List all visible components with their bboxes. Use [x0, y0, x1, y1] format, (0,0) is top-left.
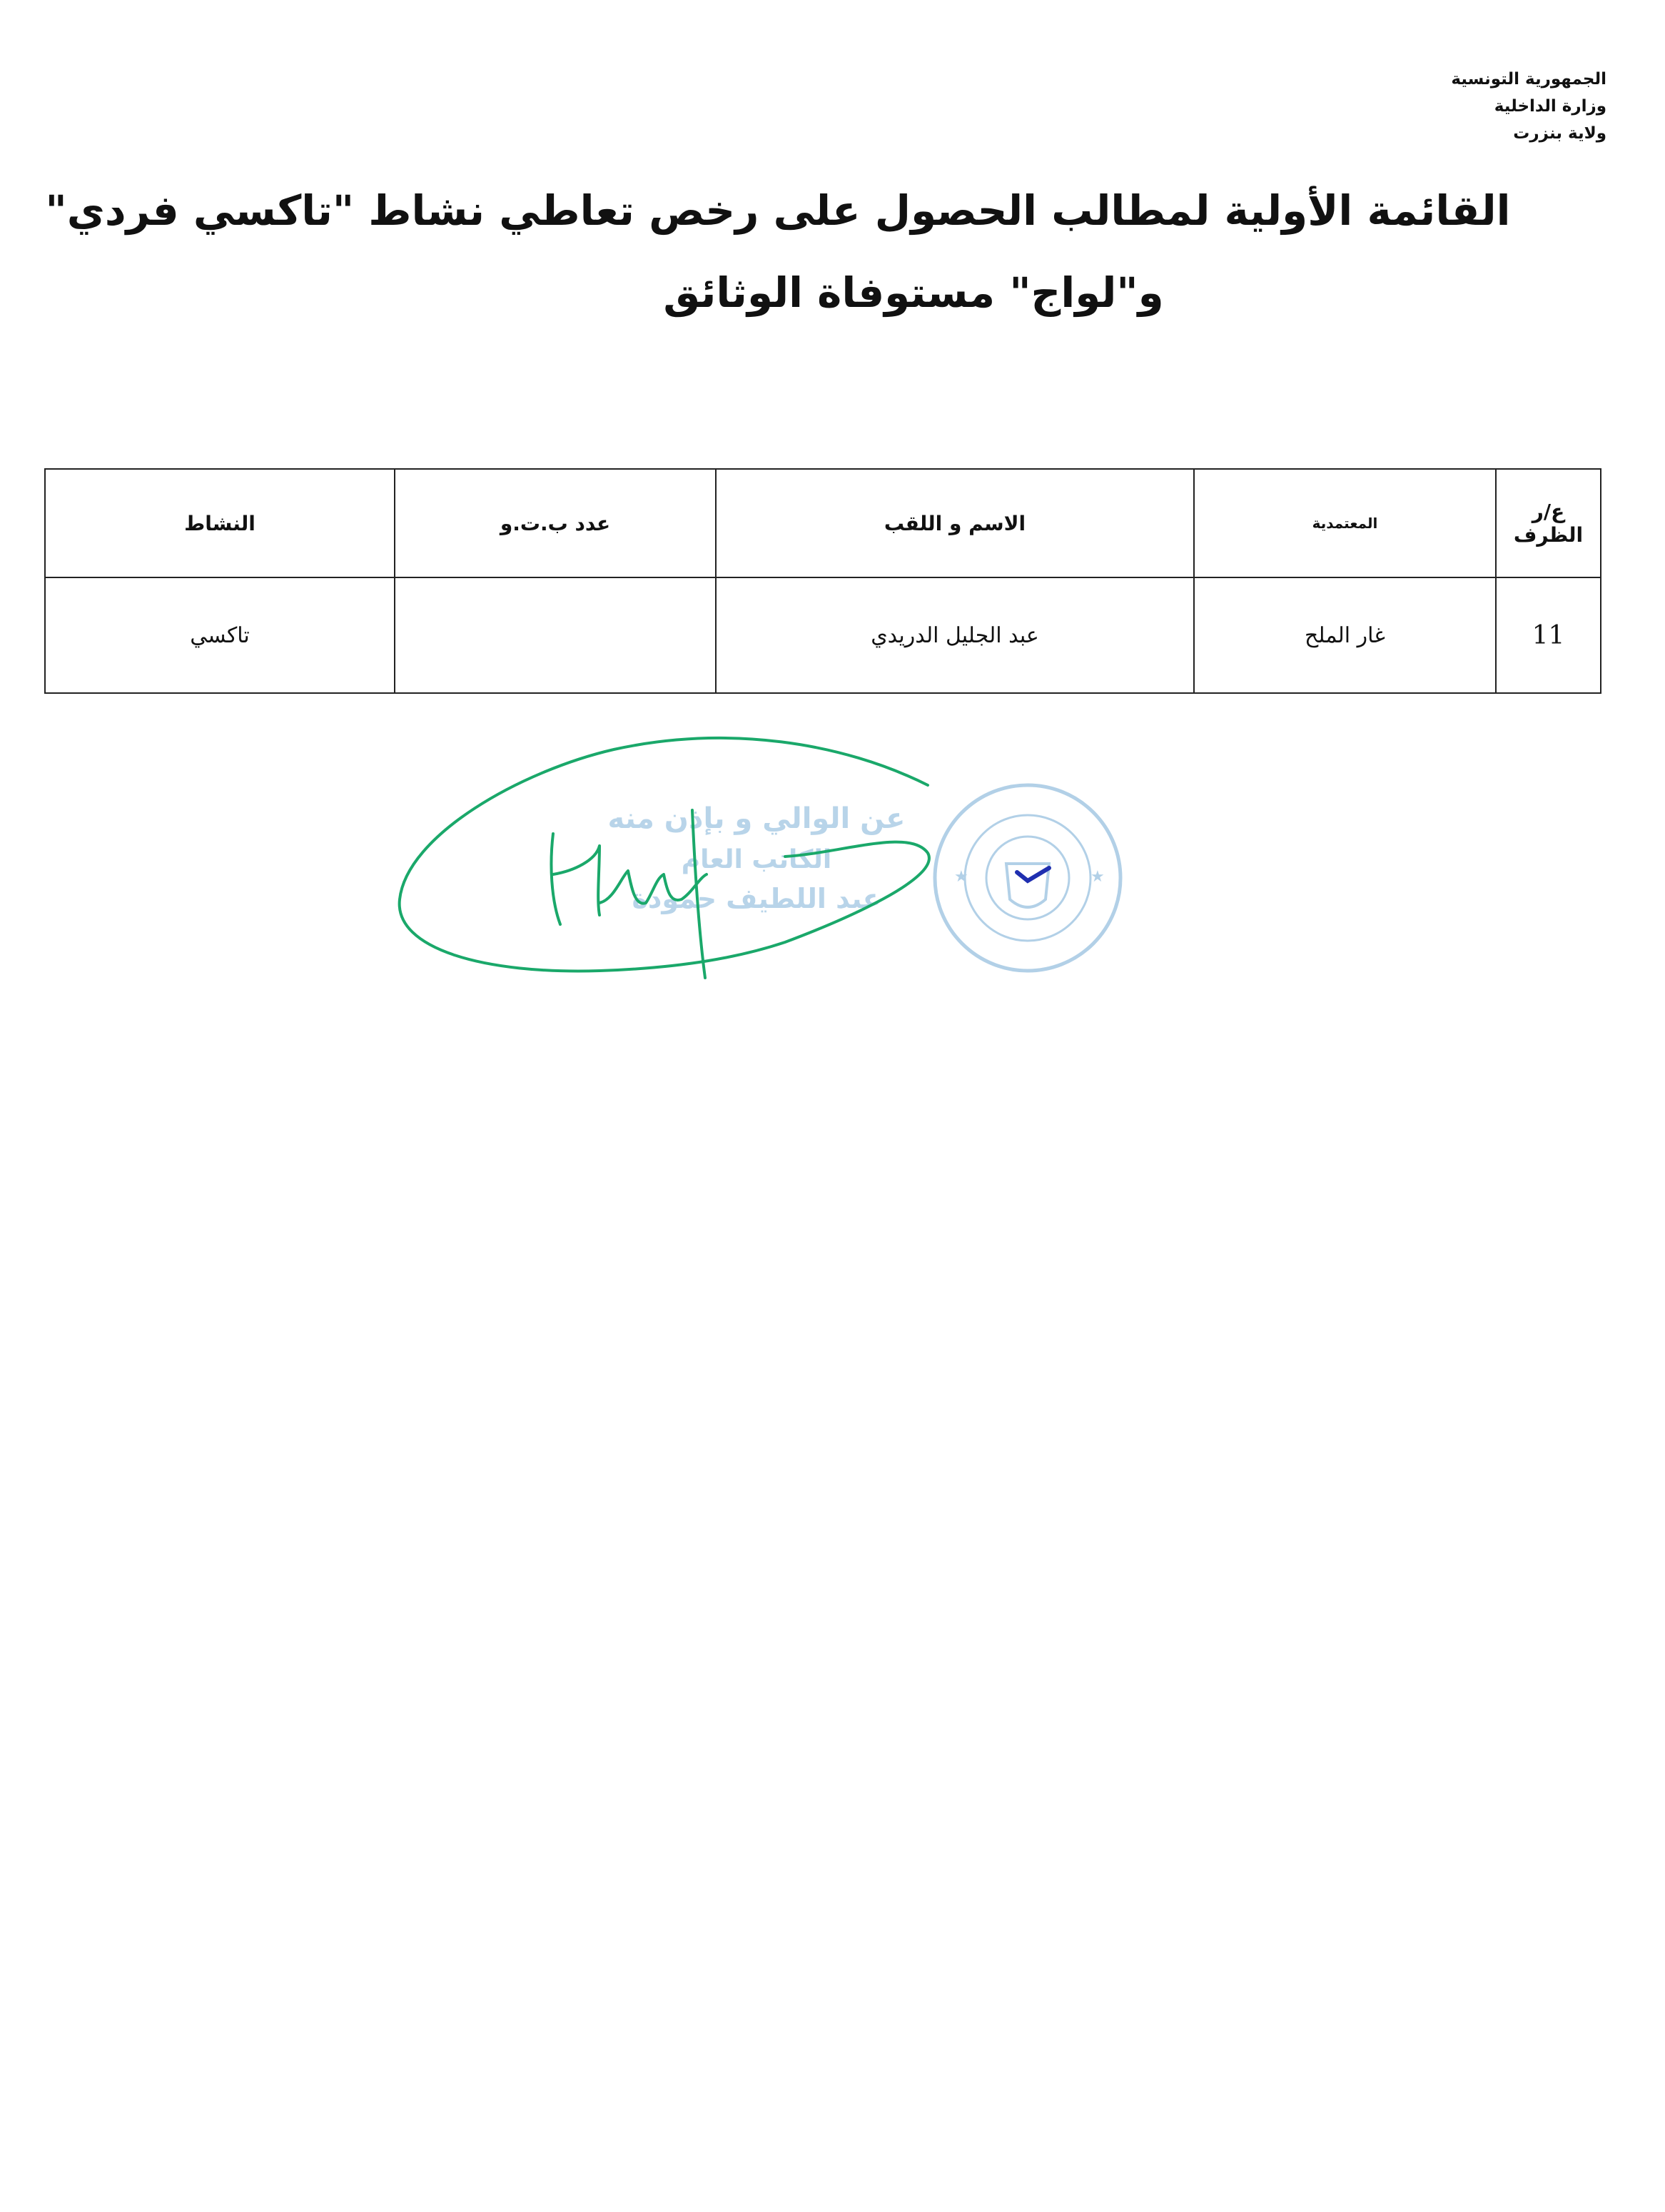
cell-name: عبد الجليل الدريدي [716, 577, 1194, 693]
seal-check-mark [1017, 868, 1049, 881]
svg-text:★: ★ [1090, 868, 1105, 886]
letterhead [1350, 66, 1606, 147]
applicants-table [44, 468, 1601, 694]
signature-stamp-graphic [385, 728, 1142, 999]
header-delegation: المعتمدية [1194, 469, 1496, 577]
signature-stamp-area [385, 728, 1142, 999]
document-title [43, 170, 1513, 334]
header-activity: النشاط [45, 469, 395, 577]
ministry-label: وزارة الداخلية [1494, 97, 1606, 116]
cell-id-number [395, 577, 716, 693]
signatory-text: عبد اللطيف حمودة [632, 883, 881, 914]
governorate-label: ولاية بنزرت [1513, 124, 1606, 143]
authority-text: عن الوالي و بإذن منه [607, 802, 906, 835]
title-line-1: القائمة الأولية لمطالب الحصول على رخص تعاطي نشاط "تاكسي فردي" [45, 186, 1511, 235]
cell-delegation: غار الملح [1194, 577, 1496, 693]
table-row [45, 577, 1601, 693]
country-label: الجمهورية التونسية [1451, 70, 1606, 89]
title-line-2: و"لواج" مستوفاة الوثائق [663, 268, 1164, 317]
table-header-row [45, 469, 1601, 577]
cell-order: 11 [1496, 577, 1601, 693]
svg-text:★: ★ [954, 868, 968, 886]
signature [400, 738, 929, 978]
header-name: الاسم و اللقب [716, 469, 1194, 577]
header-order: ع/ر الظرف [1496, 469, 1601, 577]
role-text: الكاتب العام [681, 845, 832, 874]
cell-activity: تاكسي [45, 577, 395, 693]
header-id-number: عدد ب.ت.و [395, 469, 716, 577]
authority-stamp [608, 802, 906, 914]
official-seal [935, 785, 1120, 971]
